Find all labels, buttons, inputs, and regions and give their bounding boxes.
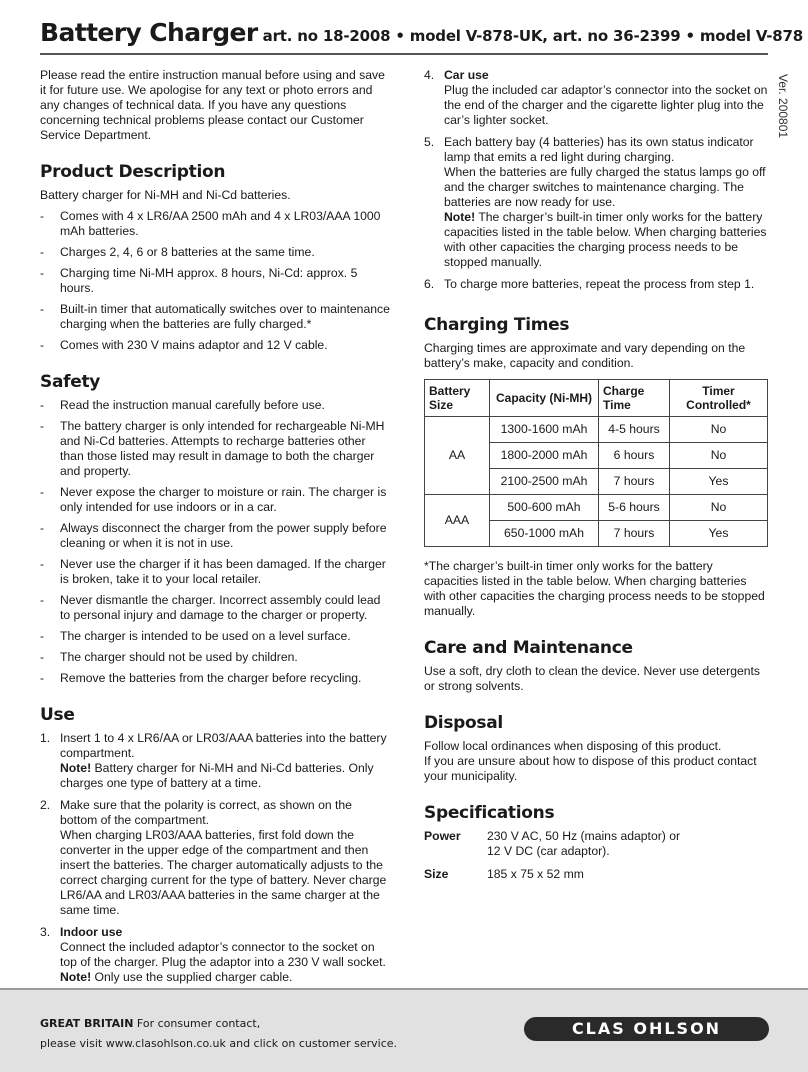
step-text: Insert 1 to 4 x LR6/AA or LR03/AAA batteries into the battery compartment. bbox=[60, 731, 387, 760]
list-item: - Always disconnect the charger from the power supply before cleaning or when it is not in use. bbox=[40, 521, 390, 551]
use-step-4 bbox=[424, 68, 769, 128]
list-item: - Never expose the charger to moisture or rain. The charger is only intended for use indoors or in a car. bbox=[40, 485, 390, 515]
title-rule bbox=[40, 53, 768, 55]
product-lead: Battery charger for Ni-MH and Ni-Cd batteries. bbox=[40, 188, 291, 202]
list-item: - The charger should not be used by children. bbox=[40, 650, 390, 665]
use-step-6 bbox=[424, 277, 769, 292]
title-main: Battery Charger bbox=[40, 18, 258, 47]
use-heading: Use bbox=[40, 705, 75, 725]
step-number: 1. bbox=[40, 731, 51, 745]
note-label: Note! bbox=[60, 761, 92, 775]
use-step-3 bbox=[40, 925, 390, 985]
footer-country: GREAT BRITAIN bbox=[40, 1017, 134, 1030]
product-list bbox=[40, 209, 390, 353]
cell-time: 7 hours bbox=[599, 521, 670, 547]
product-heading: Product Description bbox=[40, 162, 226, 182]
use-step-2 bbox=[40, 798, 390, 918]
cell-time: 5-6 hours bbox=[599, 495, 670, 521]
step-number: 3. bbox=[40, 925, 51, 939]
cell-capacity: 650-1000 mAh bbox=[490, 521, 599, 547]
list-item: - Charges 2, 4, 6 or 8 batteries at the same time. bbox=[40, 245, 390, 260]
safety-heading: Safety bbox=[40, 372, 101, 392]
note-text: The charger’s built-in timer only works for the battery capacities listed in the table below. When charging batteries with other capacities the charging process needs to be stopped manually. bbox=[444, 210, 767, 269]
cell-time: 7 hours bbox=[599, 469, 670, 495]
step-text: To charge more batteries, repeat the process from step 1. bbox=[444, 277, 755, 291]
footer-contact-text: For consumer contact, bbox=[133, 1017, 261, 1030]
use-step-1 bbox=[40, 731, 390, 791]
cell-timer: No bbox=[670, 495, 768, 521]
spec-size bbox=[424, 867, 769, 882]
step-text: Each battery bay (4 batteries) has its own status indicator lamp that emits a red light during charging. bbox=[444, 135, 754, 164]
list-item: - The battery charger is only intended for rechargeable Ni-MH and Ni-Cd batteries. Attempts to recharge batteries other than those listed may result in damage to both the charger and property. bbox=[40, 419, 390, 479]
version-label: Ver. 200801 bbox=[776, 74, 790, 139]
size-aaa: AAA bbox=[425, 495, 490, 547]
header-timer: Timer Controlled* bbox=[670, 380, 768, 417]
list-item: - Charging time Ni-MH approx. 8 hours, Ni-Cd: approx. 5 hours. bbox=[40, 266, 390, 296]
step-label: Car use bbox=[444, 68, 489, 82]
header-charge-time: Charge Time bbox=[599, 380, 670, 417]
note-text: Only use the supplied charger cable. bbox=[91, 970, 293, 984]
spec-value: 185 x 75 x 52 mm bbox=[487, 867, 584, 881]
step-text: Plug the included car adaptor’s connector into the socket on the end of the charger and the cigarette lighter plug into the car’s lighter socket. bbox=[444, 83, 768, 127]
use-steps-continued bbox=[424, 68, 769, 292]
footer-url-line: please visit www.clasohlson.co.uk and click on customer service. bbox=[40, 1037, 398, 1050]
table-row bbox=[425, 417, 768, 443]
safety-list bbox=[40, 398, 390, 686]
care-heading: Care and Maintenance bbox=[424, 638, 633, 658]
cell-timer: No bbox=[670, 443, 768, 469]
step-label: Indoor use bbox=[60, 925, 123, 939]
table-row bbox=[425, 495, 768, 521]
spec-label: Size bbox=[424, 867, 449, 881]
list-item: - Never use the charger if it has been damaged. If the charger is broken, take it to your local retailer. bbox=[40, 557, 390, 587]
step-number: 2. bbox=[40, 798, 51, 812]
note-label: Note! bbox=[444, 210, 476, 224]
cell-capacity: 2100-2500 mAh bbox=[490, 469, 599, 495]
footer bbox=[0, 988, 808, 1072]
charging-intro: Charging times are approximate and vary depending on the battery’s make, capacity and condition. bbox=[424, 341, 746, 370]
step-number: 5. bbox=[424, 135, 435, 149]
footer-contact bbox=[40, 1014, 397, 1054]
step-number: 6. bbox=[424, 277, 435, 291]
use-step-5 bbox=[424, 135, 769, 270]
disposal-text-1: Follow local ordinances when disposing of this product. bbox=[424, 739, 722, 753]
cell-timer: No bbox=[670, 417, 768, 443]
cell-time: 4-5 hours bbox=[599, 417, 670, 443]
disposal-heading: Disposal bbox=[424, 713, 503, 733]
cell-capacity: 500-600 mAh bbox=[490, 495, 599, 521]
charging-heading: Charging Times bbox=[424, 315, 570, 335]
cell-capacity: 1800-2000 mAh bbox=[490, 443, 599, 469]
list-item: - Read the instruction manual carefully before use. bbox=[40, 398, 390, 413]
header-capacity: Capacity (Ni-MH) bbox=[490, 380, 599, 417]
list-item: - The charger is intended to be used on a level surface. bbox=[40, 629, 390, 644]
cell-timer: Yes bbox=[670, 521, 768, 547]
left-column bbox=[40, 68, 390, 992]
list-item: - Built-in timer that automatically switches over to maintenance charging when the batteries are fully charged.* bbox=[40, 302, 390, 332]
spec-value-line-1: 230 V AC, 50 Hz (mains adaptor) or bbox=[487, 829, 681, 843]
list-item: - Comes with 230 V mains adaptor and 12 V cable. bbox=[40, 338, 390, 353]
cell-time: 6 hours bbox=[599, 443, 670, 469]
list-item: - Comes with 4 x LR6/AA 2500 mAh and 4 x LR03/AAA 1000 mAh batteries. bbox=[40, 209, 390, 239]
clas-ohlson-logo: CLAS OHLSON bbox=[524, 1017, 769, 1041]
note-label: Note! bbox=[60, 970, 92, 984]
list-item: - Never dismantle the charger. Incorrect assembly could lead to personal injury and damage to the charger or property. bbox=[40, 593, 390, 623]
charging-footnote: *The charger’s built-in timer only works for the battery capacities listed in the table below. When charging batteries with other capacities the charging process needs to be stopped manually. bbox=[424, 559, 765, 618]
disposal-text bbox=[424, 739, 769, 784]
list-item: - Remove the batteries from the charger before recycling. bbox=[40, 671, 390, 686]
table-header-row bbox=[425, 380, 768, 417]
step-number: 4. bbox=[424, 68, 435, 82]
spec-value-line-2: 12 V DC (car adaptor). bbox=[487, 844, 610, 858]
cell-capacity: 1300-1600 mAh bbox=[490, 417, 599, 443]
intro-text: Please read the entire instruction manual before using and save it for future use. We apologise for any text or photo errors and any changes of technical data. If you have any questions concerning technical problems please contact our Customer Service Department. bbox=[40, 68, 385, 142]
specs-heading: Specifications bbox=[424, 803, 555, 823]
page-title bbox=[40, 18, 803, 47]
step-text: Connect the included adaptor’s connector to the socket on top of the charger. Plug the adaptor into a 230 V wall socket. bbox=[60, 940, 386, 969]
cell-timer: Yes bbox=[670, 469, 768, 495]
step-text-2: When the batteries are fully charged the status lamps go off and the charger switches to maintenance charging. The batteries are now ready for use. bbox=[444, 165, 766, 209]
charging-table bbox=[424, 379, 768, 547]
header-battery-size: Battery Size bbox=[425, 380, 490, 417]
disposal-text-2: If you are unsure about how to dispose of this product contact your municipality. bbox=[424, 754, 757, 783]
step-text: Make sure that the polarity is correct, as shown on the bottom of the compartment. bbox=[60, 798, 352, 827]
note-text: Battery charger for Ni-MH and Ni-Cd batteries. Only charges one type of battery at a time. bbox=[60, 761, 374, 790]
spec-value bbox=[487, 829, 769, 859]
step-text-2: When charging LR03/AAA batteries, first fold down the converter in the upper edge of the compartment and then insert the batteries. The charger automatically adjusts to the correct charging current for the type of battery. Never charge LR6/AA and LR03/AAA batteries in the same charger at the same time. bbox=[60, 828, 387, 917]
care-text: Use a soft, dry cloth to clean the device. Never use detergents or strong solvents. bbox=[424, 664, 761, 693]
spec-power bbox=[424, 829, 769, 859]
use-steps bbox=[40, 731, 390, 985]
title-subtitle: art. no 18-2008 • model V-878-UK, art. no 36-2399 • model V-878 bbox=[257, 27, 803, 45]
right-column bbox=[424, 68, 769, 890]
spec-label: Power bbox=[424, 829, 461, 843]
size-aa: AA bbox=[425, 417, 490, 495]
